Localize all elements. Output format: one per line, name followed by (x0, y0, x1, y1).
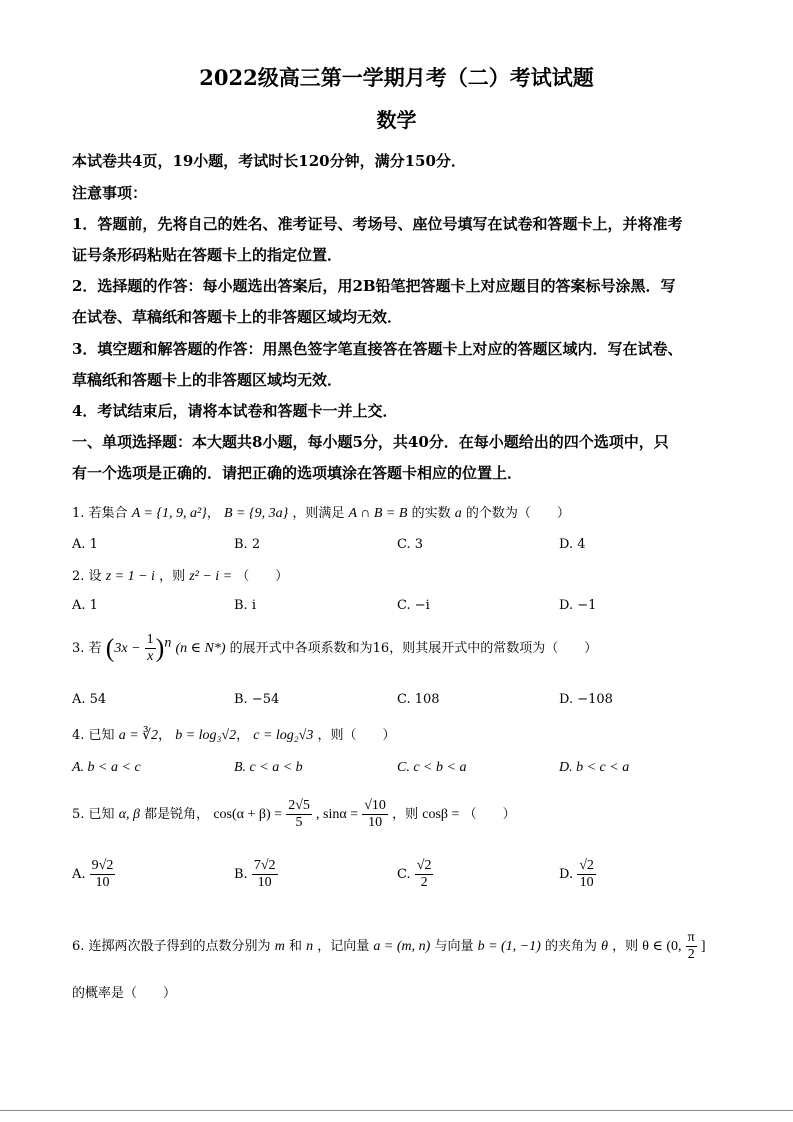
q1-option-c: C. 3 (397, 537, 424, 552)
q6-vecb: b = (1, −1) (477, 939, 541, 954)
q6-n: n (306, 939, 314, 954)
q6-m: m (274, 939, 285, 954)
notice-3a: 3．填空题和解答题的作答：用黑色签字笔直接答在答题卡上对应的答题区域内．写在试卷、 (72, 340, 683, 358)
notice-1b: 证号条形码粘贴在答题卡上的指定位置． (72, 246, 343, 264)
q6-interval-left: θ ∈ (0, (642, 939, 682, 954)
q5-prefix: 5. 已知 (72, 807, 115, 822)
q1-cond: A ∩ B = B (348, 506, 408, 521)
q5-option-d: D. $\frac{√2}{10}$ (559, 858, 594, 890)
exam-info: 本试卷共4页，19小题，考试时长120分钟，满分150分． (72, 152, 466, 170)
q4-c: c = log₂√3 (253, 728, 314, 743)
page-bottom-rule (0, 1110, 793, 1111)
question-3 (72, 632, 732, 665)
q3-cond: (n ∈ N*) (175, 641, 226, 656)
notice-2a: 2．选择题的作答：每小题选出答案后，用2B铅笔把答题卡上对应题目的答案标号涂黑．写 (72, 277, 676, 295)
q1-setB: B = {9, 3a} (223, 506, 289, 521)
q5-option-b: B. $\frac{7√2}{10}$ (234, 858, 276, 890)
q5-eq1-frac: $\frac{2√5}{5}$ (288, 798, 310, 830)
q6-prefix: 6. 连掷两次骰子得到的点数分别为 (72, 939, 271, 954)
q6-interval-right: ] (700, 939, 706, 954)
q4-option-b: B. c < a < b (234, 760, 303, 775)
q1-tail: 的个数为（ ） (465, 506, 570, 521)
q2-option-d: D. −1 (559, 598, 597, 613)
q1-var: a (454, 506, 462, 521)
q4-option-a: A. b < a < c (72, 760, 141, 775)
q5-eq2-frac: $\frac{√10}{10}$ (364, 798, 386, 830)
q5-mid: 都是锐角， (144, 807, 210, 822)
q4-tail: ，则（ ） (317, 728, 396, 743)
q3-option-c: C. 108 (397, 692, 440, 707)
q6-mid4: ，则 (612, 939, 639, 954)
question-5 (72, 798, 732, 831)
q2-option-a: A. 1 (72, 598, 98, 613)
q1-option-d: D. 4 (559, 537, 586, 552)
q1-suffix: 的实数 (411, 506, 451, 521)
notice-4: 4．考试结束后，请将本试卷和答题卡一并上交． (72, 402, 398, 420)
q5-eq2-left: , sinα = (316, 807, 359, 822)
q4-prefix: 4. 已知 (72, 728, 115, 743)
exam-title: 2022级高三第一学期月考（二）考试试题 (199, 65, 594, 90)
q4-option-d: D. b < c < a (559, 760, 630, 775)
q2-expr2: z² − i = (189, 569, 233, 584)
q3-prefix: 3. 若 (72, 641, 102, 656)
question-6 (72, 930, 752, 963)
notice-3b: 草稿纸和答题卡上的非答题区域均无效． (72, 371, 343, 389)
section-heading-a: 一、单项选择题：本大题共8小题，每小题5分，共40分．在每小题给出的四个选项中，只 (72, 433, 669, 451)
q4-a: a = ∛2 (118, 728, 159, 743)
q3-option-d: D. −108 (559, 692, 613, 707)
q2-expr1: z = 1 − i (105, 569, 155, 584)
q6-veca: a = (m, n) (373, 939, 431, 954)
question-1: 1. 若集合 A = {1, 9, a²}， B = {9, 3a} ，则满足 A ∩ B = B 的实数 a 的个数为（ ） (72, 506, 570, 521)
q5-ask: cosβ = (422, 807, 460, 822)
q5-option-c: C. $\frac{√2}{2}$ (397, 858, 432, 890)
q4-b: b = log₃√2 (175, 728, 237, 743)
q5-tail2: （ ） (463, 807, 516, 822)
q2-mid: ，则 (159, 569, 186, 584)
q1-prefix: 1. 若集合 (72, 506, 128, 521)
question-4: 4. 已知 a = ∛2， b = log₃√2， c = log₂√3 ，则（ ） (72, 728, 396, 743)
q3-option-a: A. 54 (72, 692, 107, 707)
q2-prefix: 2. 设 (72, 569, 102, 584)
q6-interval-frac: $\frac{\pi}{2}$ (687, 930, 695, 962)
q1-option-b: B. 2 (234, 537, 261, 552)
notice-1a: 1．答题前，先将自己的姓名、准考证号、考场号、座位号填写在试卷和答题卡上，并将准考 (72, 215, 683, 233)
q6-mid3: 的夹角为 (544, 939, 597, 954)
q6-theta: θ (601, 939, 608, 954)
q1-setA: A = {1, 9, a²} (131, 506, 207, 521)
q3-option-b: B. −54 (234, 692, 280, 707)
q1-option-a: A. 1 (72, 537, 98, 552)
q5-eq1-left: cos(α + β) = (213, 807, 283, 822)
question-2 (72, 565, 732, 585)
q1-mid: ，则满足 (292, 506, 345, 521)
q3-tail: 的展开式中各项系数和为16，则其展开式中的常数项为（ ） (229, 641, 598, 656)
subject-title: 数学 (376, 108, 417, 132)
notice-title: 注意事项： (72, 184, 148, 202)
question-6-line2: 的概率是（ ） (72, 986, 177, 1001)
q2-option-c: C. −i (397, 598, 430, 613)
q5-vars: α, β (118, 807, 141, 822)
q2-option-b: B. i (234, 598, 256, 613)
q3-binomial: (3x − $\frac{1}{x}$ )$^n$ (105, 632, 172, 664)
q5-option-a: A. $\frac{9√2}{10}$ (72, 858, 114, 890)
q5-tail: ，则 (392, 807, 419, 822)
q4-option-c: C. c < b < a (397, 760, 467, 775)
q6-mid2: 与向量 (434, 939, 474, 954)
q6-and: 和 (288, 939, 302, 954)
section-heading-b: 有一个选项是正确的．请把正确的选项填涂在答题卡相应的位置上． (72, 464, 523, 482)
q6-mid: ，记向量 (317, 939, 370, 954)
q2-tail: （ ） (236, 569, 289, 584)
notice-2b: 在试卷、草稿纸和答题卡上的非答题区域均无效． (72, 308, 403, 326)
